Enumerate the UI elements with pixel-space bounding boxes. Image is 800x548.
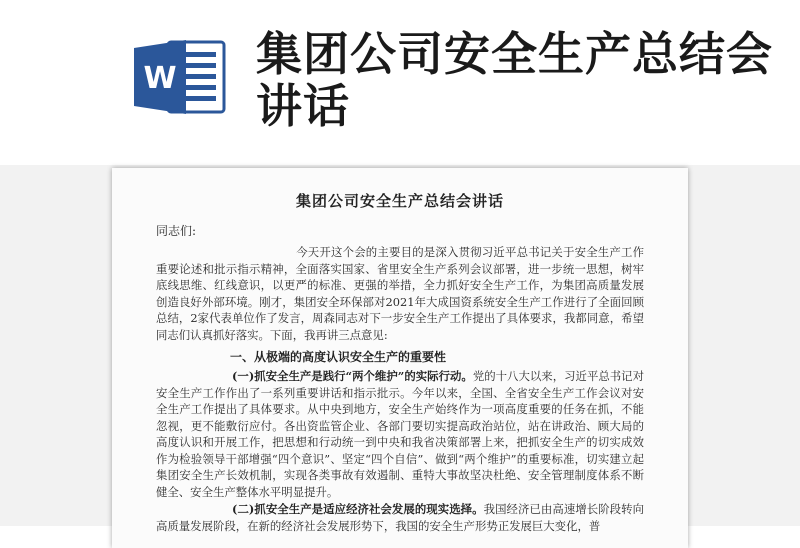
document-paragraph-1 — [156, 244, 644, 343]
paragraph-3-text: 我国经济已由高速增长阶段转向高质量发展阶段，在新的经济社会发展形势下，我国的安全生产形势正发展巨大变化，普 — [156, 502, 644, 533]
document-paragraph-2 — [156, 368, 644, 500]
paragraph-1-text: 今天开这个会的主要目的是深入贯彻习近平总书记关于安全生产工作重要论述和批示指示精神，全面落实国家、省里安全生产系列会议部署，进一步统一思想，树牢底线思维、红线意识，以更严的标准、更强的举措，全力抓好安全生产工作，为集团高质量发展创造良好外部环境。刚才，集团安全环保部对2021年大成国资系统安全生产工作进行了全面回顾总结，2家代表单位作了发言，周森同志对下一步安全生产工作提出了具体要求，我都同意，希望同志们认真抓好落实。下面，我再讲三点意见: — [156, 245, 644, 342]
document-title: 集团公司安全生产总结会讲话 — [295, 192, 504, 210]
page-title: 集团公司安全生产总结会讲话 — [256, 27, 773, 133]
paragraph-2-text: 党的十八大以来，习近平总书记对安全生产工作作出了一系列重要讲话和指示批示。今年以来，全国、全省安全生产工作会议对安全生产工作提出了具体要求。从中央到地方，安全生产始终作为一项高度重要的任务在抓，不能忽视，更不能敷衍应付。各出资监管企业、各部门要切实提高政治站位，站在讲政治、顾大局的高度认识和开展工作，把思想和行动统一到中央和我省决策部署上来，把抓安全生产的切实成效作为检验领导干部增强“四个意识”、坚定“四个自信”、做到“两个维护”的重要标准，切实建立起集团安全生产长效机制，实现各类事故有效遏制、重特大事故坚决杜绝、安全管理制度体系不断健全、安全生产整体水平明显提升。 — [156, 369, 644, 499]
section-heading-1: 一、从极端的高度认识安全生产的重要性 — [230, 350, 447, 364]
paragraph-2-lead: (一)抓安全生产是践行“两个维护”的实际行动。 — [232, 369, 473, 383]
document-salutation: 同志们: — [156, 224, 197, 238]
paragraph-3-lead: (二)抓安全生产是适应经济社会发展的现实选择。 — [232, 502, 484, 516]
document-page — [112, 168, 688, 548]
word-icon-letter: W — [143, 61, 177, 96]
word-icon — [132, 38, 228, 116]
document-paragraph-3 — [156, 501, 644, 534]
banner-header — [0, 0, 800, 165]
